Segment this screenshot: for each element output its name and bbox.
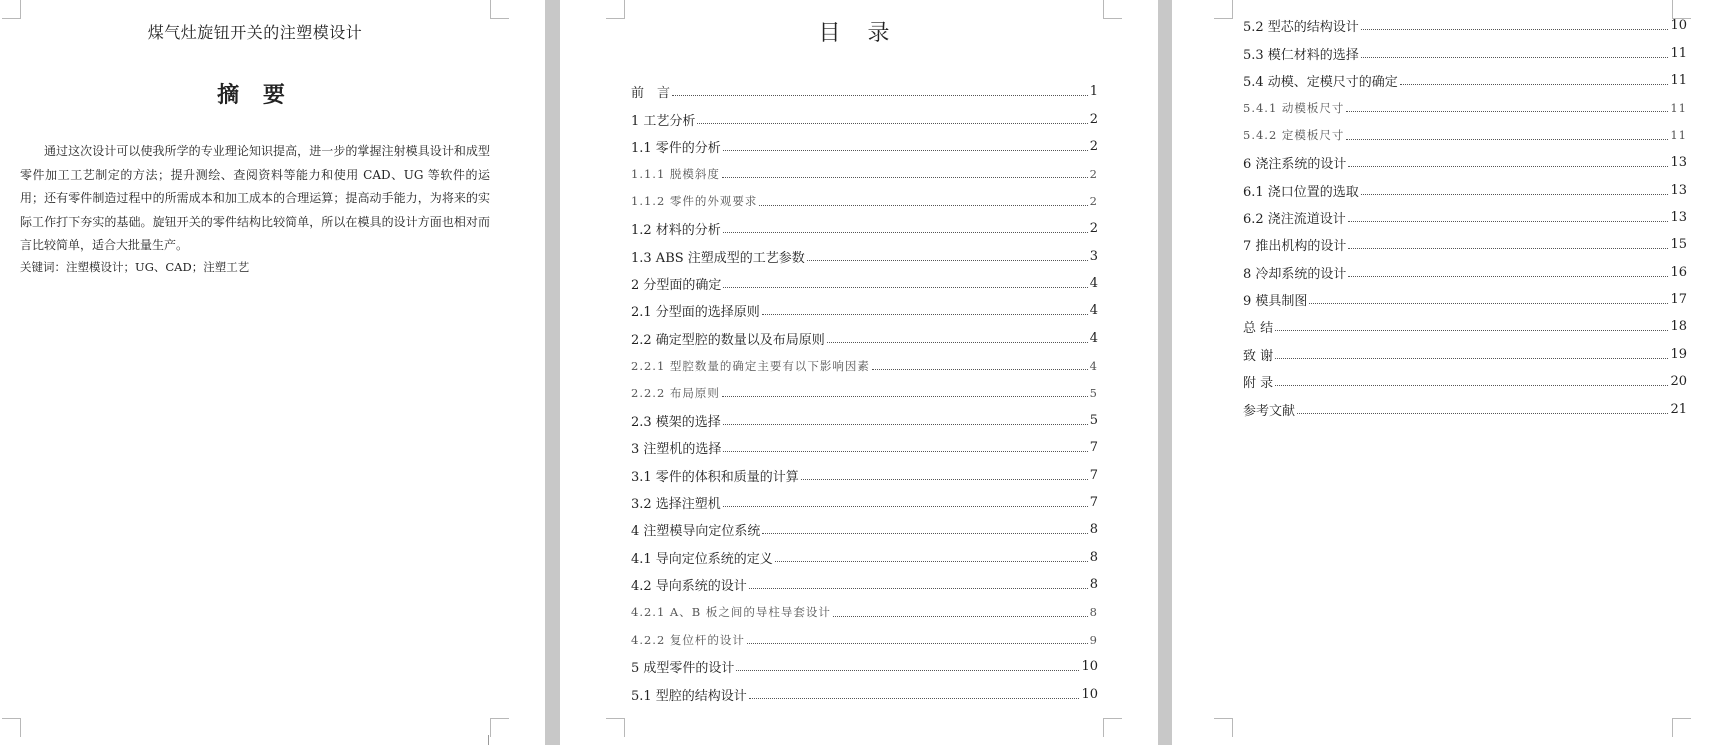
crop-mark	[2, 718, 21, 737]
crop-mark	[1214, 0, 1233, 19]
toc-entry-label: 9 模具制图	[1243, 294, 1308, 310]
toc-entry-label: 前 言	[631, 86, 671, 102]
abstract-body: 通过这次设计可以使我所学的专业理论知识提高，进一步的掌握注射模具设计和成型零件加工工艺制定的方法；提升测绘、查阅资料等能力和使用 CAD、UG 等软件的运用；还有零件制造过程中的所需成本和加工成本的合理运算；提高动手能力，为将来的实际工作打下夯实的基础。旋钮开关的零件结构比较简单，所以在模具的设计方面也相对而言比较简单，适合大批量生产。	[20, 144, 490, 252]
document-title: 煤气灶旋钮开关的注塑模设计	[147, 23, 363, 42]
toc-leader-dots	[1275, 330, 1668, 331]
toc-entry[interactable]	[631, 188, 1098, 215]
toc-entry-page-number: 8	[1089, 577, 1098, 593]
toc-entry-label: 2.2 确定型腔的数量以及布局原则	[631, 332, 825, 348]
toc-heading: 目 录	[818, 21, 900, 46]
toc-entry-page-number: 8	[1089, 522, 1098, 538]
toc-entry-page-number: 8	[1089, 605, 1098, 620]
toc-leader-dots	[801, 479, 1088, 480]
toc-entry-label: 1.1 零件的分析	[631, 140, 721, 156]
toc-entry-page-number: 11	[1670, 72, 1687, 88]
toc-entry-label: 5.4.1 动模板尺寸	[1243, 100, 1345, 115]
toc-entry-label: 5 成型零件的设计	[631, 661, 735, 677]
abstract-heading: 摘 要	[217, 82, 293, 108]
toc-entry[interactable]	[631, 160, 1098, 187]
toc-entry[interactable]	[1243, 176, 1687, 203]
toc-entry-page-number: 13	[1670, 155, 1687, 171]
toc-leader-dots	[672, 95, 1088, 96]
toc-entry[interactable]	[631, 105, 1098, 132]
toc-entry-label: 1.1.1 脱模斜度	[631, 166, 720, 181]
toc-entry-page-number: 15	[1670, 237, 1687, 253]
toc-entry-page-number: 13	[1670, 209, 1687, 225]
toc-leader-dots	[747, 643, 1088, 644]
toc-entry-label: 2.3 模架的选择	[631, 414, 721, 430]
toc-entry-label: 4.2.2 复位杆的设计	[631, 632, 745, 647]
toc-entry-label: 7 推出机构的设计	[1243, 239, 1347, 255]
toc-leader-dots	[827, 342, 1088, 343]
toc-entry-page-number: 2	[1089, 166, 1098, 181]
toc-entry-label: 6.2 浇注流道设计	[1243, 211, 1346, 227]
toc-entry-page-number: 5	[1089, 385, 1098, 400]
toc-entry[interactable]	[631, 489, 1098, 516]
toc-entry-page-number: 4	[1089, 330, 1098, 346]
toc-entry[interactable]	[631, 681, 1098, 708]
toc-entry-page-number: 4	[1089, 275, 1098, 291]
toc-entry[interactable]	[1243, 149, 1687, 176]
toc-list	[631, 78, 1098, 708]
toc-leader-dots	[1361, 194, 1669, 195]
toc-leader-dots	[723, 424, 1088, 425]
text-cursor	[488, 735, 489, 745]
toc-leader-dots	[1275, 385, 1668, 386]
toc-leader-dots	[723, 451, 1087, 452]
toc-entry-page-number: 5	[1089, 412, 1098, 428]
toc-leader-dots	[1361, 29, 1669, 30]
toc-leader-dots	[723, 506, 1088, 507]
toc-entry[interactable]	[1243, 259, 1687, 286]
toc-leader-dots	[1400, 84, 1669, 85]
toc-entry-label: 1.2 材料的分析	[631, 223, 721, 239]
toc-entry[interactable]	[1243, 286, 1687, 313]
toc-entry-page-number: 10	[1670, 18, 1687, 34]
toc-entry-label: 5.3 模仁材料的选择	[1243, 47, 1359, 63]
crop-mark	[606, 718, 625, 737]
toc-entry-label: 3.1 零件的体积和质量的计算	[631, 469, 799, 485]
toc-entry-label: 5.4.2 定模板尺寸	[1243, 128, 1345, 143]
toc-list	[1243, 12, 1687, 423]
toc-entry-label: 1.3 ABS 注塑成型的工艺参数	[631, 250, 805, 266]
toc-entry-page-number: 7	[1089, 467, 1098, 483]
toc-entry[interactable]	[631, 626, 1098, 653]
toc-leader-dots	[775, 561, 1088, 562]
toc-leader-dots	[759, 205, 1087, 206]
toc-entry-page-number: 2	[1089, 221, 1098, 237]
toc-leader-dots	[723, 287, 1087, 288]
toc-entry-page-number: 11	[1670, 128, 1687, 143]
toc-entry-page-number: 19	[1670, 346, 1687, 362]
document-page-toc-continued	[1172, 0, 1735, 745]
toc-entry[interactable]	[1243, 368, 1687, 395]
toc-leader-dots	[1348, 248, 1668, 249]
toc-entry[interactable]	[1243, 39, 1687, 66]
toc-entry-page-number: 3	[1089, 248, 1098, 264]
toc-entry-label: 4 注塑模导向定位系统	[631, 524, 761, 540]
toc-entry-label: 5.2 型芯的结构设计	[1243, 20, 1359, 36]
crop-mark	[490, 718, 509, 737]
toc-entry[interactable]	[1243, 122, 1687, 149]
toc-entry-label: 2.1 分型面的选择原则	[631, 305, 760, 321]
toc-entry[interactable]	[631, 215, 1098, 242]
toc-entry-page-number: 20	[1670, 374, 1687, 390]
toc-entry[interactable]	[631, 434, 1098, 461]
toc-entry[interactable]	[631, 270, 1098, 297]
toc-entry-label: 总 结	[1243, 321, 1274, 337]
toc-entry-label: 1 工艺分析	[631, 113, 696, 129]
toc-leader-dots	[1346, 111, 1668, 112]
toc-entry[interactable]	[1243, 313, 1687, 340]
toc-entry-label: 2.2.2 布局原则	[631, 385, 720, 400]
toc-leader-dots	[736, 670, 1079, 671]
toc-leader-dots	[1348, 166, 1668, 167]
toc-entry[interactable]	[631, 78, 1098, 105]
toc-leader-dots	[1346, 139, 1668, 140]
toc-entry-label: 附 录	[1243, 376, 1274, 392]
toc-entry-label: 5.4 动模、定模尺寸的确定	[1243, 74, 1398, 90]
crop-mark	[2, 0, 21, 19]
toc-entry[interactable]	[631, 325, 1098, 352]
toc-entry[interactable]	[631, 407, 1098, 434]
toc-leader-dots	[762, 533, 1087, 534]
crop-mark	[1103, 718, 1122, 737]
toc-entry-label: 2.2.1 型腔数量的确定主要有以下影响因素	[631, 358, 870, 373]
toc-entry[interactable]	[1243, 94, 1687, 121]
toc-entry-page-number: 17	[1670, 292, 1687, 308]
toc-leader-dots	[1297, 413, 1668, 414]
toc-leader-dots	[749, 698, 1080, 699]
toc-entry-page-number: 2	[1089, 138, 1098, 154]
toc-entry-label: 2 分型面的确定	[631, 277, 722, 293]
toc-entry-label: 4.2 导向系统的设计	[631, 579, 747, 595]
toc-entry[interactable]	[631, 653, 1098, 680]
toc-entry[interactable]	[631, 544, 1098, 571]
toc-entry-label: 5.1 型腔的结构设计	[631, 688, 747, 704]
page-gutter	[545, 0, 560, 745]
page-gutter	[1158, 0, 1172, 745]
crop-mark	[1672, 718, 1691, 737]
toc-entry[interactable]	[631, 461, 1098, 488]
toc-leader-dots	[697, 123, 1087, 124]
toc-leader-dots	[1361, 57, 1669, 58]
toc-entry-page-number: 11	[1670, 45, 1687, 61]
toc-entry-page-number: 7	[1089, 495, 1098, 511]
toc-entry[interactable]	[631, 379, 1098, 406]
toc-leader-dots	[722, 396, 1088, 397]
crop-mark	[490, 0, 509, 19]
crop-mark	[1214, 718, 1233, 737]
toc-entry[interactable]	[631, 242, 1098, 269]
toc-entry-page-number: 18	[1670, 319, 1687, 335]
toc-entry-label: 致 谢	[1243, 348, 1274, 364]
toc-entry-page-number: 10	[1081, 659, 1098, 675]
toc-leader-dots	[723, 232, 1088, 233]
toc-entry-label: 6 浇注系统的设计	[1243, 157, 1347, 173]
toc-entry[interactable]	[631, 133, 1098, 160]
toc-entry-page-number: 21	[1670, 401, 1687, 417]
toc-leader-dots	[762, 314, 1088, 315]
toc-entry-page-number: 2	[1089, 194, 1098, 209]
toc-leader-dots	[872, 369, 1088, 370]
keywords: 关键词：注塑模设计；UG、CAD；注塑工艺	[20, 260, 250, 274]
toc-entry[interactable]	[1243, 231, 1687, 258]
toc-leader-dots	[722, 177, 1088, 178]
toc-entry-page-number: 7	[1089, 440, 1098, 456]
toc-entry-label: 1.1.2 零件的外观要求	[631, 194, 758, 209]
toc-entry-page-number: 4	[1089, 303, 1098, 319]
toc-entry[interactable]	[1243, 395, 1687, 422]
toc-entry-page-number: 8	[1089, 549, 1098, 565]
toc-entry-label: 3 注塑机的选择	[631, 442, 722, 458]
toc-leader-dots	[807, 260, 1088, 261]
toc-entry-label: 3.2 选择注塑机	[631, 497, 721, 513]
document-page-abstract	[0, 0, 545, 745]
toc-entry-label: 6.1 浇口位置的选取	[1243, 184, 1359, 200]
toc-leader-dots	[1275, 358, 1668, 359]
toc-entry-page-number: 9	[1089, 632, 1098, 647]
toc-entry[interactable]	[631, 516, 1098, 543]
toc-entry-label: 4.2.1 A、B 板之间的导柱导套设计	[631, 605, 831, 620]
toc-entry[interactable]	[1243, 12, 1687, 39]
toc-entry-page-number: 2	[1089, 111, 1098, 127]
toc-entry-page-number: 13	[1670, 182, 1687, 198]
toc-leader-dots	[1348, 276, 1668, 277]
toc-entry-page-number: 16	[1670, 264, 1687, 280]
toc-entry[interactable]	[631, 598, 1098, 625]
toc-entry[interactable]	[631, 571, 1098, 598]
toc-entry-page-number: 11	[1670, 100, 1687, 115]
toc-leader-dots	[749, 588, 1088, 589]
toc-leader-dots	[723, 150, 1088, 151]
toc-entry-label: 4.1 导向定位系统的定义	[631, 551, 773, 567]
toc-entry[interactable]	[631, 352, 1098, 379]
toc-leader-dots	[833, 616, 1088, 617]
toc-entry[interactable]	[1243, 67, 1687, 94]
toc-entry[interactable]	[631, 297, 1098, 324]
toc-entry-page-number: 10	[1081, 686, 1098, 702]
toc-entry-page-number: 1	[1089, 84, 1098, 100]
toc-entry-label: 参考文献	[1243, 403, 1296, 419]
document-page-toc	[560, 0, 1158, 745]
toc-entry[interactable]	[1243, 341, 1687, 368]
toc-entry[interactable]	[1243, 204, 1687, 231]
toc-leader-dots	[1348, 221, 1669, 222]
toc-entry-label: 8 冷却系统的设计	[1243, 266, 1347, 282]
toc-leader-dots	[1309, 303, 1668, 304]
toc-entry-page-number: 4	[1089, 358, 1098, 373]
